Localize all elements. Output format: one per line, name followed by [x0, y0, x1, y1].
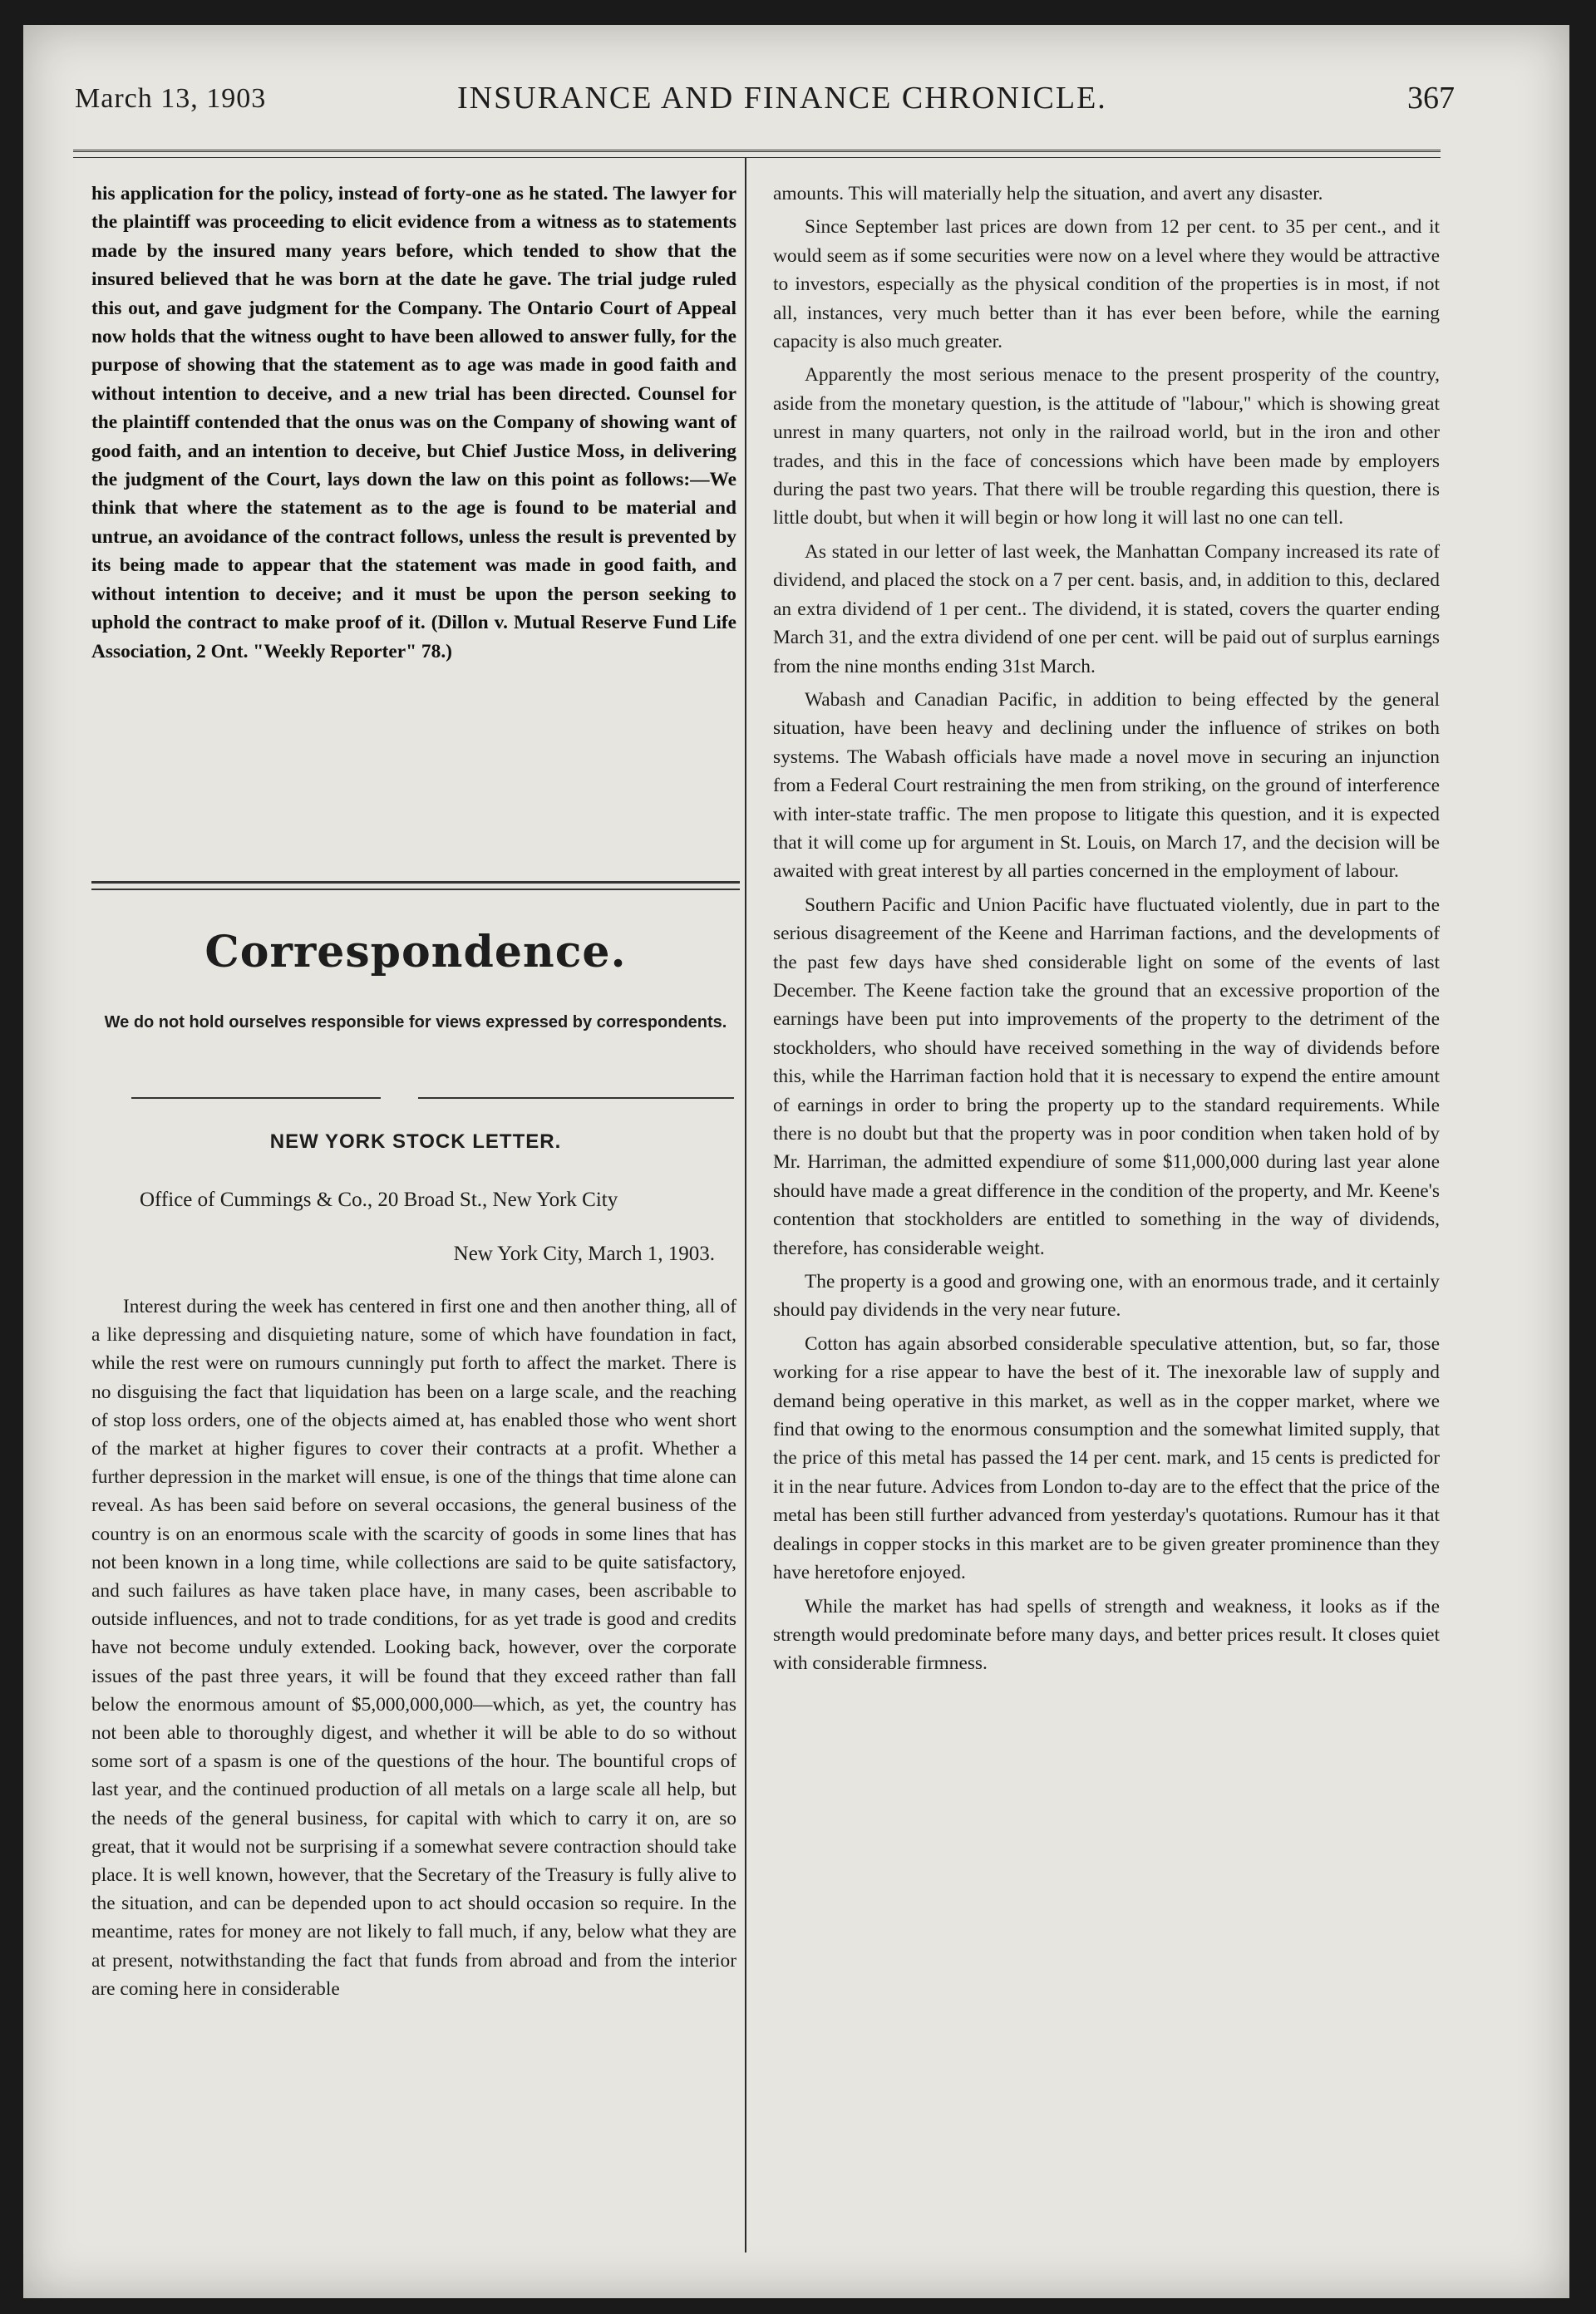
divider-right [418, 1097, 734, 1099]
letter-dateline: New York City, March 1, 1903. [453, 1243, 715, 1265]
page-header [75, 80, 1455, 130]
legal-case-paragraph: his application for the policy, instead of forty-one as he stated. The lawyer for the plaintiff was proceeding to elicit evidence from a witness as to statements made by the insured many years before, which tended to show that the insured believed that he was born at the date he gave. The trial judge ruled this out, and gave judgment for the Company. The Ontario Court of Appeal now holds that the witness ought to have been allowed to answer fully, for the purpose of showing that the statement as to age was made in good faith and without intention to deceive, and a new trial has been directed. Counsel for the plaintiff contended that the onus was on the Company of showing want of good faith, and an intention to deceive, but Chief Justice Moss, in delivering the judgment of the Court, lays down the law on this point as follows:—We think that where the statement as to the age is found to be material and untrue, an avoidance of the contract follows, unless the result is prevented by its being made to appear that the statement was made in good faith, and without intention to deceive; and it must be upon the person seeking to uphold the contract to make proof of it. (Dillon v. Mutual Reserve Fund Life Association, 2 Ont. "Weekly Reporter" 78.) [91, 183, 736, 662]
divider-left [131, 1097, 381, 1099]
right-paragraph: The property is a good and growing one, with an enormous trade, and it certainly should pay dividends in the very near future. [773, 1271, 1440, 1322]
correspondence-disclaimer: We do not hold ourselves responsible for views expressed by correspondents. [104, 1013, 727, 1031]
correspondence-heading: Correspondence. [204, 927, 627, 977]
letter-office: Office of Cummings & Co., 20 Broad St., New York City [140, 1189, 618, 1211]
letter-left-column: Interest during the week has centered in first one and then another thing, all of a like depressing and disquieting nature, some of which have foundation in fact, while the rest were on rumours cunningly put forth to affect the market. There is no disguising the fact that liquidation has been on a large scale, and the reaching of stop loss orders, one of the objects aimed at, has enabled those who went short of the market at higher figures to cover their contracts at a profit. Whether a further depression in the market will ensue, is one of the things that time alone can reveal. As has been said before on several occasions, the general business of the country is on an enormous scale with the scarcity of goods in some lines that has not been known in a long time, while collections are said to be quite satisfactory, and such failures as have taken place have, in many cases, been ascribable to outside influences, and not to trade conditions, for as yet trade is good and credits have not become unduly extended. Looking back, however, over the corporate issues of the past three years, it will be found that they exceed rather than fall below the enormous amount of $5,000,000,000—which, as yet, the country has not been able to thoroughly digest, and whether it will be able to do so without some sort of a spasm is one of the questions of the hour. The bountiful crops of last year, and the continued production of all metals on a large scale all help, but the needs of the general business, for capital with which to carry it on, are so great, that it would not be surprising if a somewhat severe contraction should take place. It is well known, however, that the Secretary of the Treasury is fully alive to the situation, and can be depended upon to act should occasion so require. In the meantime, rates for money are not likely to fall much, if any, below what they are at present, notwithstanding the fact that funds from abroad and from the interior are coming here in considerable [91, 1296, 736, 2000]
newspaper-page [23, 25, 1569, 2298]
right-paragraph: Since September last prices are down from 12 per cent. to 35 per cent., and it would seem as if some securities were now on a level where they would be attractive to investors, especially as the physical condition of the properties is in most, if not all, instances, very much better than it has ever been before, while the earning capacity is also much greater. [773, 216, 1440, 353]
header-date: March 13, 1903 [75, 83, 267, 114]
letter-heading: NEW YORK STOCK LETTER. [269, 1130, 562, 1153]
right-paragraph: As stated in our letter of last week, the Manhattan Company increased its rate of dividend, and placed the stock on a 7 per cent. basis, and, in addition to this, declared an extra dividend of 1 per cent.. The dividend, it is stated, covers the quarter ending March 31, and the extra dividend of one per cent. will be paid out of surplus earnings from the nine months ending 31st March. [773, 540, 1440, 677]
header-title: INSURANCE AND FINANCE CHRONICLE. [457, 81, 1107, 116]
right-paragraph: While the market has had spells of strength and weakness, it looks as if the strength would predominate before many days, and better prices result. It closes quiet with considerable firmness. [773, 1595, 1440, 1675]
right-paragraph: Wabash and Canadian Pacific, in addition to being effected by the general situation, have been heavy and declining under the influence of strikes on both systems. The Wabash officials have made a novel move in securing an injunction from a Federal Court restraining the men from striking, on the ground of interference with inter-state traffic. The men propose to litigate this question, and it is expected that it will come up for argument in St. Louis, on March 17, and the decision will be awaited with great interest by all parties concerned in the employment of labour. [773, 688, 1440, 883]
letter-right-column [773, 180, 1440, 1683]
column-divider [745, 158, 746, 2252]
page-number: 367 [1407, 81, 1455, 116]
right-paragraph: Cotton has again absorbed considerable speculative attention, but, so far, those working for a rise appear to have the best of it. The inexorable law of supply and demand being operative in this market, as well as in the copper market, where we find that owing to the enormous consumption and the somewhat limited supply, that the price of this metal has passed the 14 per cent. mark, and 15 cents is predicted for it in the near future. Advices from London to-day are to the effect that the price of the metal has been still further advanced from yesterday's quotations. Rumour has it that dealings in copper stocks in this market are to be given greater prominence than they have heretofore enjoyed. [773, 1332, 1440, 1584]
section-divider [91, 881, 740, 890]
header-rule [73, 150, 1441, 158]
right-paragraph: Southern Pacific and Union Pacific have fluctuated violently, due in part to the serious disagreement of the Keene and Harriman factions, and the developments of the past few days have shed considerable light on some of the events of last December. The Keene faction take the ground that an excessive proportion of the earnings have been put into improvements of the property to the detriment of the stockholders, who should have received something in the way of dividends before this, while the Harriman faction hold that it is necessary to expend the entire amount of earnings in order to bring the property up to the standard requirements. While there is no doubt but that the property was in poor condition when taken hold of by Mr. Harriman, the admitted expendiure of some $11,000,000 during last year alone should have made a great difference in the condition of the property, and Mr. Keene's contention that stockholders are entitled to something in the way of dividends, therefore, has considerable weight. [773, 894, 1440, 1259]
right-paragraph: Apparently the most serious menace to the present prosperity of the country, aside from the monetary question, is the attitude of "labour," which is showing great unrest in many quarters, not only in the railroad world, but in the iron and other trades, and this in the face of concessions which have been made by employers during the past two years. That there will be trouble regarding this question, there is little doubt, but when it will begin or how long it will last no one can tell. [773, 364, 1440, 529]
right-paragraph: amounts. This will materially help the situation, and avert any disaster. [773, 183, 1323, 204]
